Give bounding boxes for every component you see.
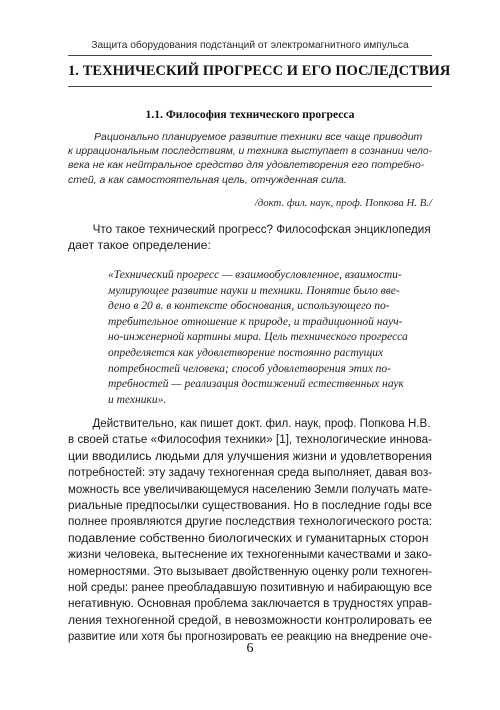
quote-line: потребностей человека; способ удовлетворения этих по- [108, 362, 392, 375]
paragraph-line: потребностей: эту задачу техногенная среда выполняет, давая воз- [68, 465, 432, 480]
chapter-title: 1. ТЕХНИЧЕСКИЙ ПРОГРЕСС И ЕГО ПОСЛЕДСТВИЯ [68, 63, 451, 79]
page-number: 6 [246, 641, 254, 656]
quote-line: мулирующее развитие науки и техники. Понятие было вве- [108, 284, 400, 297]
paragraph-line: дает такое определение: [68, 238, 211, 252]
quote-line: «Технический прогресс — взаимообусловленное, взаимости- [108, 269, 402, 281]
quote-line: требительное отношение к природе, и традиционной науч- [108, 315, 403, 328]
paragraph-line: Что такое технический прогресс? Философская энциклопедия [92, 222, 431, 236]
intro-paragraph [68, 221, 432, 253]
quote-line: но-инженерной картины мира. Цель технического прогресса [108, 331, 408, 344]
running-header: Защита оборудования подстанций от электромагнитного импульса [91, 40, 409, 51]
epigraph [68, 130, 432, 187]
quote-line: определяется как удовлетворение постоянно растущих [108, 346, 384, 359]
epigraph-line: стей, а как самостоятельная цель, отчужденная сила. [68, 173, 347, 186]
section-title: 1.1. Философия технического прогресса [145, 108, 355, 121]
quote-line: требностей — реализация достижений естественных наук [108, 378, 404, 391]
epigraph-author: /докт. фил. наук, проф. Попкова Н. В./ [254, 197, 432, 209]
epigraph-line: века не как нейтральное средство для удовлетворения его потребно- [68, 159, 425, 172]
paragraph-line: жизни человека, вытеснение их техногенными качествами и зако- [68, 547, 432, 562]
paragraph-line: подавление собственно биологических и гуманитарных сторон [68, 530, 429, 545]
header-rule [68, 55, 432, 56]
paragraph-line: номерностями. Это вызывает двойственную оценку роли техноген- [68, 563, 432, 578]
paragraph-line: ной среды: ранее преобладавшую позитивную и набирающую все [68, 580, 432, 595]
title-rule [68, 86, 432, 87]
paragraph-line: риальные предпосылки существования. Но в последние годы все [68, 498, 432, 513]
body-paragraph [68, 415, 432, 645]
paragraph-line: в своей статье «Философия техники» [1], технологические иннова- [68, 432, 432, 447]
definition-quote [108, 268, 432, 408]
paragraph-line: негативную. Основная проблема заключается в трудностях управ- [68, 596, 432, 611]
paragraph-line: можность все увеличивающемуся населению Земли получать мате- [68, 481, 432, 496]
paragraph-line: ции вводились людьми для улучшения жизни и удовлетворения [68, 448, 432, 463]
quote-line: дено в 20 в. в контексте обоснования, использующего по- [108, 300, 390, 313]
paragraph-line: развитие или хотя бы прогнозировать ее реакцию на внедрение оче- [68, 629, 432, 644]
epigraph-line: к иррациональным последствиям, и техника выступает в сознании чело- [68, 145, 432, 158]
paragraph-line: полнее проявляются другие последствия технологического роста: [68, 514, 432, 529]
epigraph-line: Рационально планируемое развитие техники все чаще приводит [94, 131, 423, 143]
quote-line: и техники». [108, 393, 167, 406]
paragraph-line: ления техногенной средой, в невозможности контролировать ее [68, 612, 432, 627]
paragraph-line: Действительно, как пишет докт. фил. наук, проф. Попкова Н.В. [92, 416, 431, 430]
